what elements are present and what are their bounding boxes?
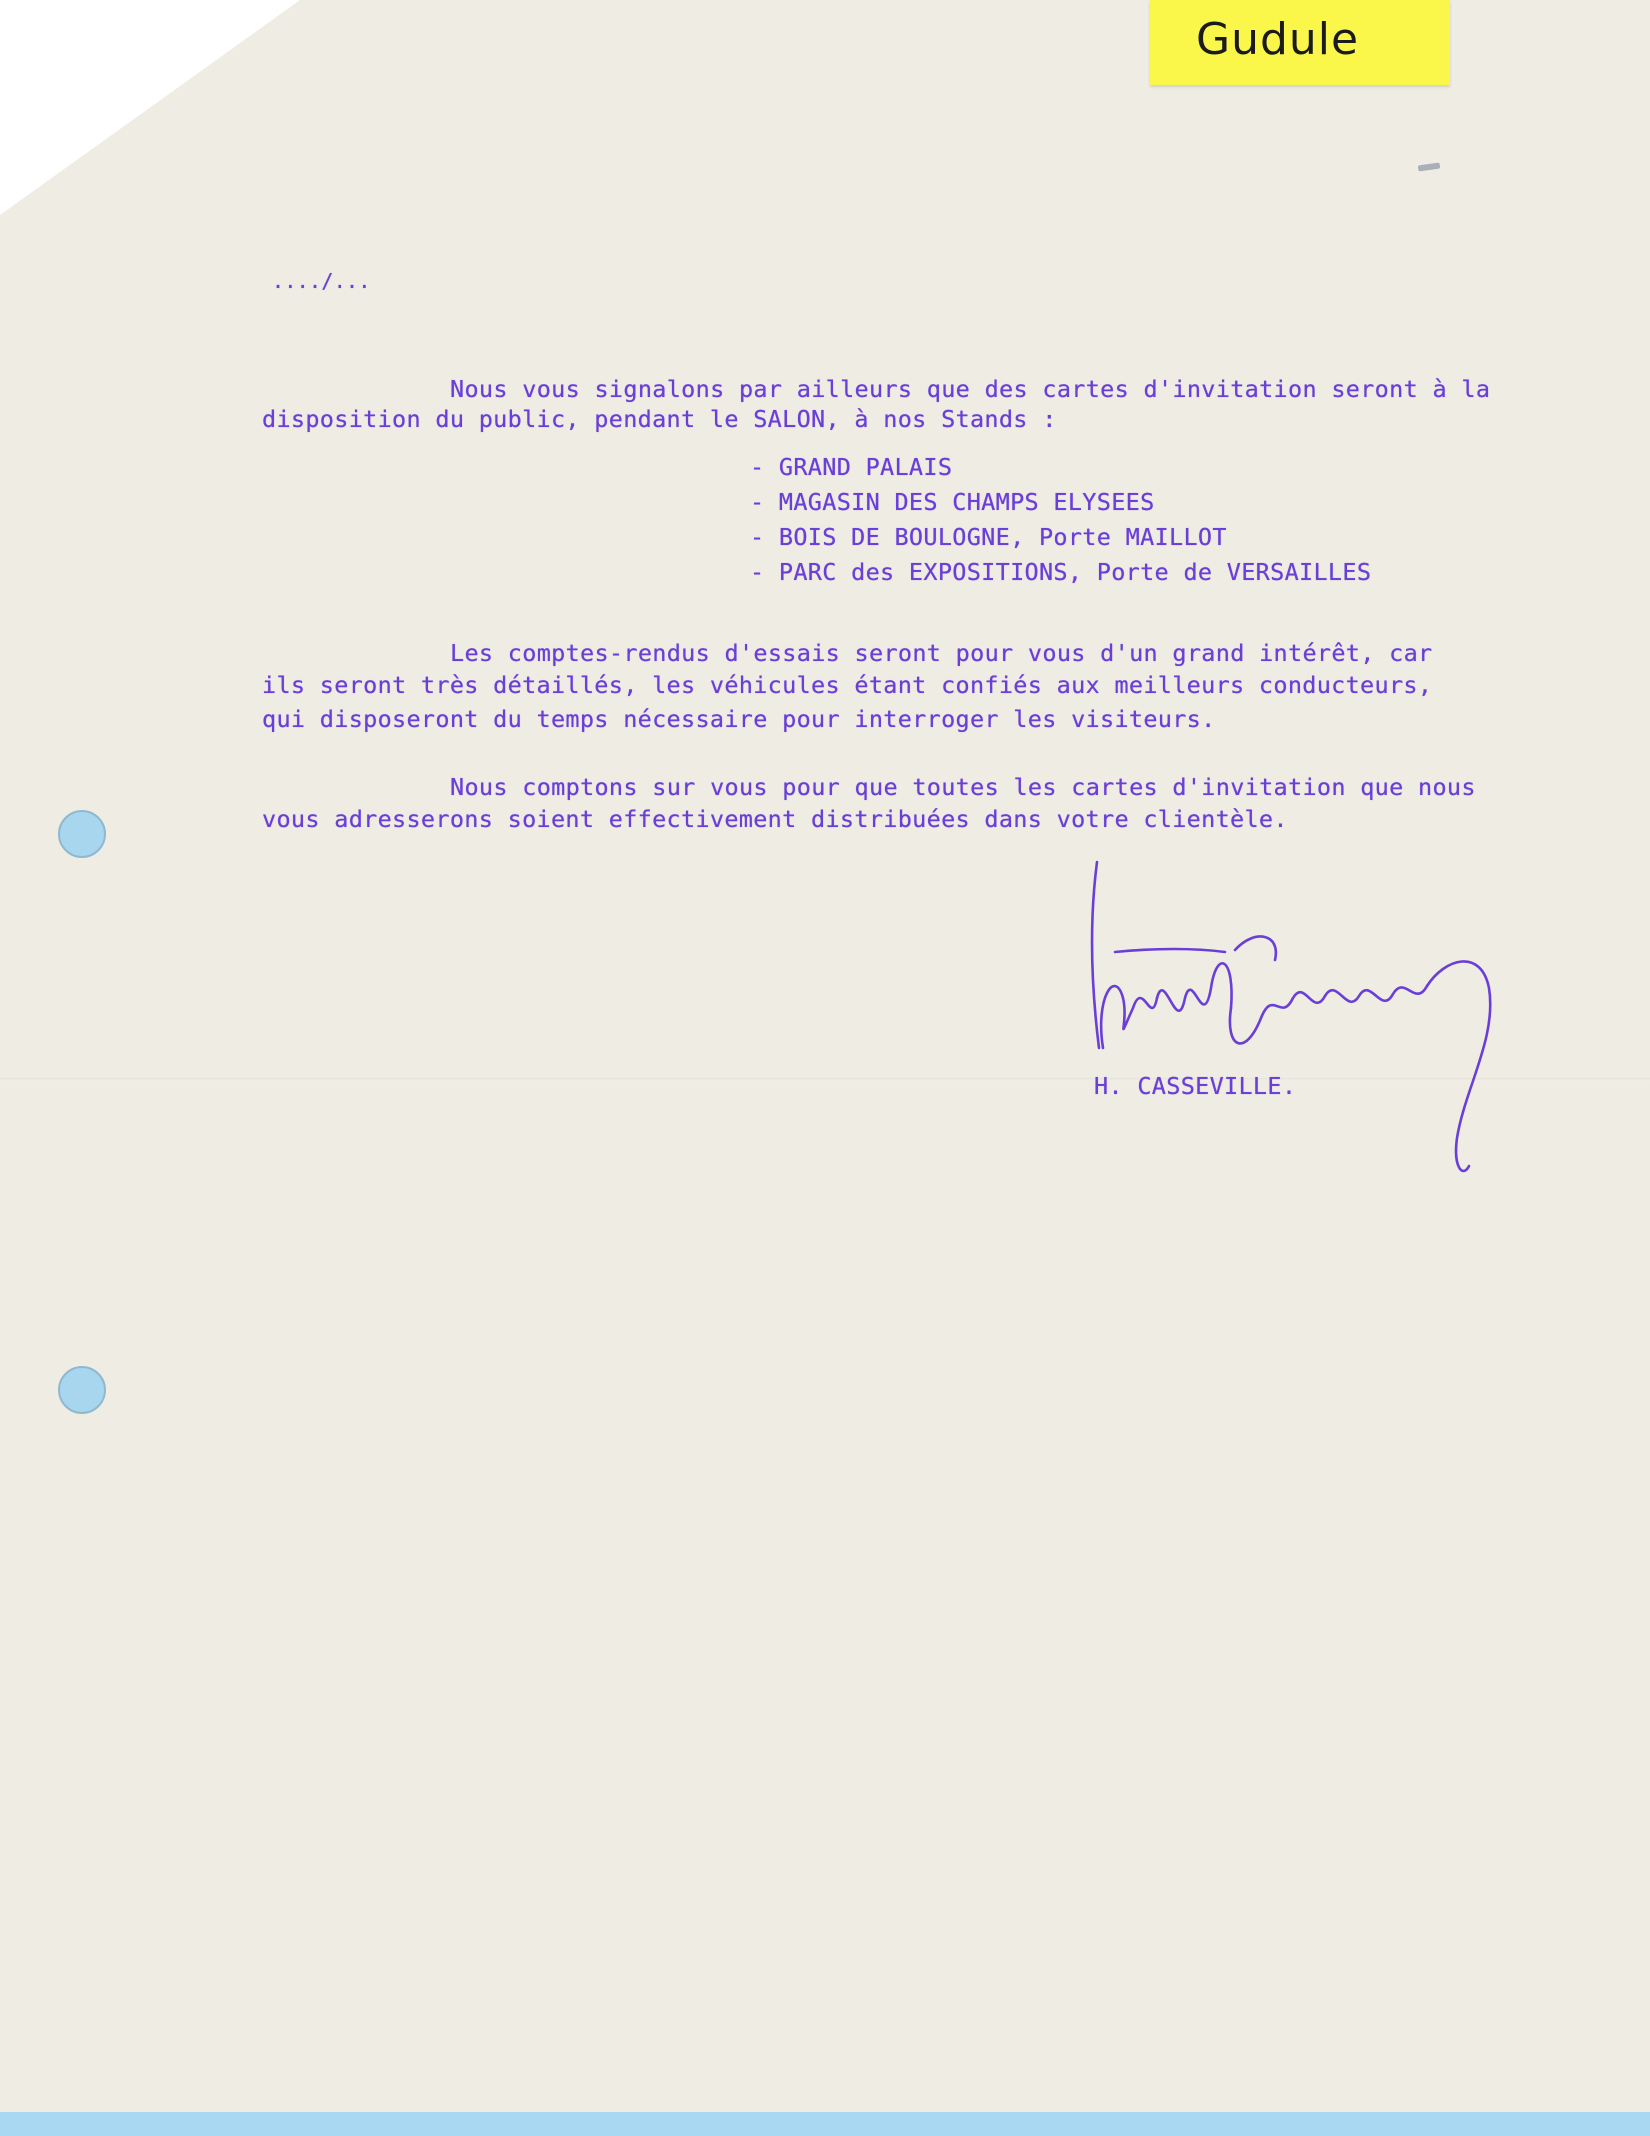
paragraph1-line2: disposition du public, pendant le SALON, à nos Stands : xyxy=(262,405,1057,433)
paragraph3-line2: vous adresserons soient effectivement distribuées dans votre clientèle. xyxy=(262,805,1288,833)
sticky-note-text: Gudule xyxy=(1196,14,1360,65)
stand-item: - PARC des EXPOSITIONS, Porte de VERSAILLES xyxy=(750,558,1372,586)
punch-hole-bottom xyxy=(58,1366,106,1414)
paragraph1-line1: Nous vous signalons par ailleurs que des cartes d'invitation seront à la xyxy=(450,375,1491,403)
punch-hole-top xyxy=(58,810,106,858)
paragraph2-line2: ils seront très détaillés, les véhicules étant confiés aux meilleurs conducteurs, xyxy=(262,671,1433,699)
continuation-mark: ..../... xyxy=(272,269,371,293)
stand-item: - BOIS DE BOULOGNE, Porte MAILLOT xyxy=(750,523,1227,551)
stand-item: - MAGASIN DES CHAMPS ELYSEES xyxy=(750,488,1155,516)
stand-item: - GRAND PALAIS xyxy=(750,453,953,481)
scan-edge-strip xyxy=(0,2112,1650,2136)
paragraph3-line1: Nous comptons sur vous pour que toutes les cartes d'invitation que nous xyxy=(450,773,1476,801)
folded-corner xyxy=(0,0,300,215)
signatory-name: H. CASSEVILLE. xyxy=(1094,1072,1297,1100)
paragraph2-line1: Les comptes-rendus d'essais seront pour vous d'un grand intérêt, car xyxy=(450,639,1433,667)
paragraph2-line3: qui disposeront du temps nécessaire pour interroger les visiteurs. xyxy=(262,705,1216,733)
staple-mark xyxy=(1418,162,1441,171)
handwritten-signature xyxy=(1085,848,1505,1188)
